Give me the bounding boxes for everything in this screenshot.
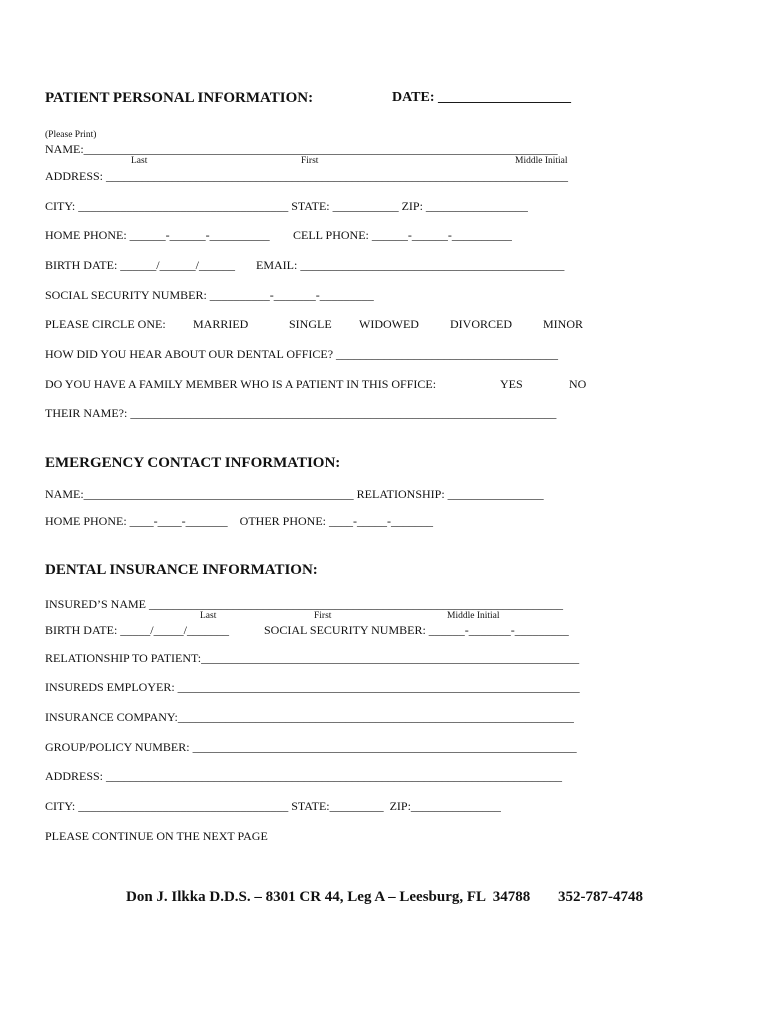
insured-birth-date-field[interactable]: BIRTH DATE: _____/_____/_______ [45, 623, 229, 637]
patient-cell-phone-field[interactable]: CELL PHONE: ______-______-__________ [293, 228, 512, 242]
emergency-phones-field[interactable]: HOME PHONE: ____-____-_______ OTHER PHONE: ____-_____-_______ [45, 514, 433, 528]
insured-name-first-caption: First [314, 611, 332, 621]
emergency-name-relationship-field[interactable]: NAME:_____________________________________________ RELATIONSHIP: ________________ [45, 487, 544, 501]
referral-source-field[interactable]: HOW DID YOU HEAR ABOUT OUR DENTAL OFFICE? _____________________________________ [45, 347, 559, 361]
patient-city-state-zip-field[interactable]: CITY: ___________________________________ STATE: ___________ ZIP: _________________ [45, 199, 528, 213]
marital-option-married[interactable]: MARRIED [193, 317, 249, 331]
insurance-address-field[interactable]: ADDRESS: ____________________________________________________________________________ [45, 769, 563, 783]
insured-ssn-field[interactable]: SOCIAL SECURITY NUMBER: ______-_______-_________ [264, 623, 569, 637]
patient-name-middle-caption: Middle Initial [515, 156, 568, 166]
patient-section-heading: PATIENT PERSONAL INFORMATION: [45, 90, 314, 106]
office-address: Don J. Ilkka D.D.S. – 8301 CR 44, Leg A – Leesburg, FL 34788 [126, 889, 531, 905]
patient-email-field[interactable]: EMAIL: ____________________________________________ [256, 258, 565, 272]
please-print-note: (Please Print) [45, 130, 97, 140]
marital-option-divorced[interactable]: DIVORCED [450, 317, 512, 331]
insured-name-middle-caption: Middle Initial [447, 611, 500, 621]
patient-ssn-field[interactable]: SOCIAL SECURITY NUMBER: __________-_______-_________ [45, 288, 374, 302]
office-phone: 352-787-4748 [558, 889, 643, 905]
emergency-section-heading: EMERGENCY CONTACT INFORMATION: [45, 455, 341, 471]
patient-name-last-caption: Last [131, 156, 148, 166]
insurance-city-state-zip-field[interactable]: CITY: ___________________________________ STATE:_________ ZIP:_______________ [45, 799, 501, 813]
insurance-company-field[interactable]: INSURANCE COMPANY:__________________________________________________________________ [45, 710, 574, 724]
marital-status-label: PLEASE CIRCLE ONE: [45, 317, 166, 331]
family-member-no-option[interactable]: NO [569, 377, 587, 391]
marital-option-minor[interactable]: MINOR [543, 317, 584, 331]
patient-address-field[interactable]: ADDRESS: _____________________________________________________________________________ [45, 169, 569, 183]
family-member-name-field[interactable]: THEIR NAME?: _______________________________________________________________________ [45, 406, 557, 420]
patient-name-first-caption: First [301, 156, 319, 166]
group-policy-number-field[interactable]: GROUP/POLICY NUMBER: ________________________________________________________________ [45, 740, 577, 754]
insured-name-field[interactable]: INSURED’S NAME _____________________________________________________________________ [45, 597, 564, 611]
insured-employer-field[interactable]: INSUREDS EMPLOYER: ___________________________________________________________________ [45, 680, 580, 694]
date-field[interactable]: DATE: ___________________ [392, 90, 572, 105]
family-member-question: DO YOU HAVE A FAMILY MEMBER WHO IS A PATIENT IN THIS OFFICE: [45, 377, 437, 391]
patient-home-phone-field[interactable]: HOME PHONE: ______-______-__________ [45, 228, 270, 242]
insured-relationship-field[interactable]: RELATIONSHIP TO PATIENT:_______________________________________________________________ [45, 651, 580, 665]
marital-option-single[interactable]: SINGLE [289, 317, 332, 331]
family-member-yes-option[interactable]: YES [500, 377, 523, 391]
marital-option-widowed[interactable]: WIDOWED [359, 317, 419, 331]
insured-name-last-caption: Last [200, 611, 217, 621]
insurance-section-heading: DENTAL INSURANCE INFORMATION: [45, 562, 318, 578]
patient-birth-date-field[interactable]: BIRTH DATE: ______/______/______ [45, 258, 235, 272]
continue-note: PLEASE CONTINUE ON THE NEXT PAGE [45, 829, 268, 843]
patient-name-field[interactable]: NAME:_______________________________________________________________________________ [45, 142, 558, 156]
